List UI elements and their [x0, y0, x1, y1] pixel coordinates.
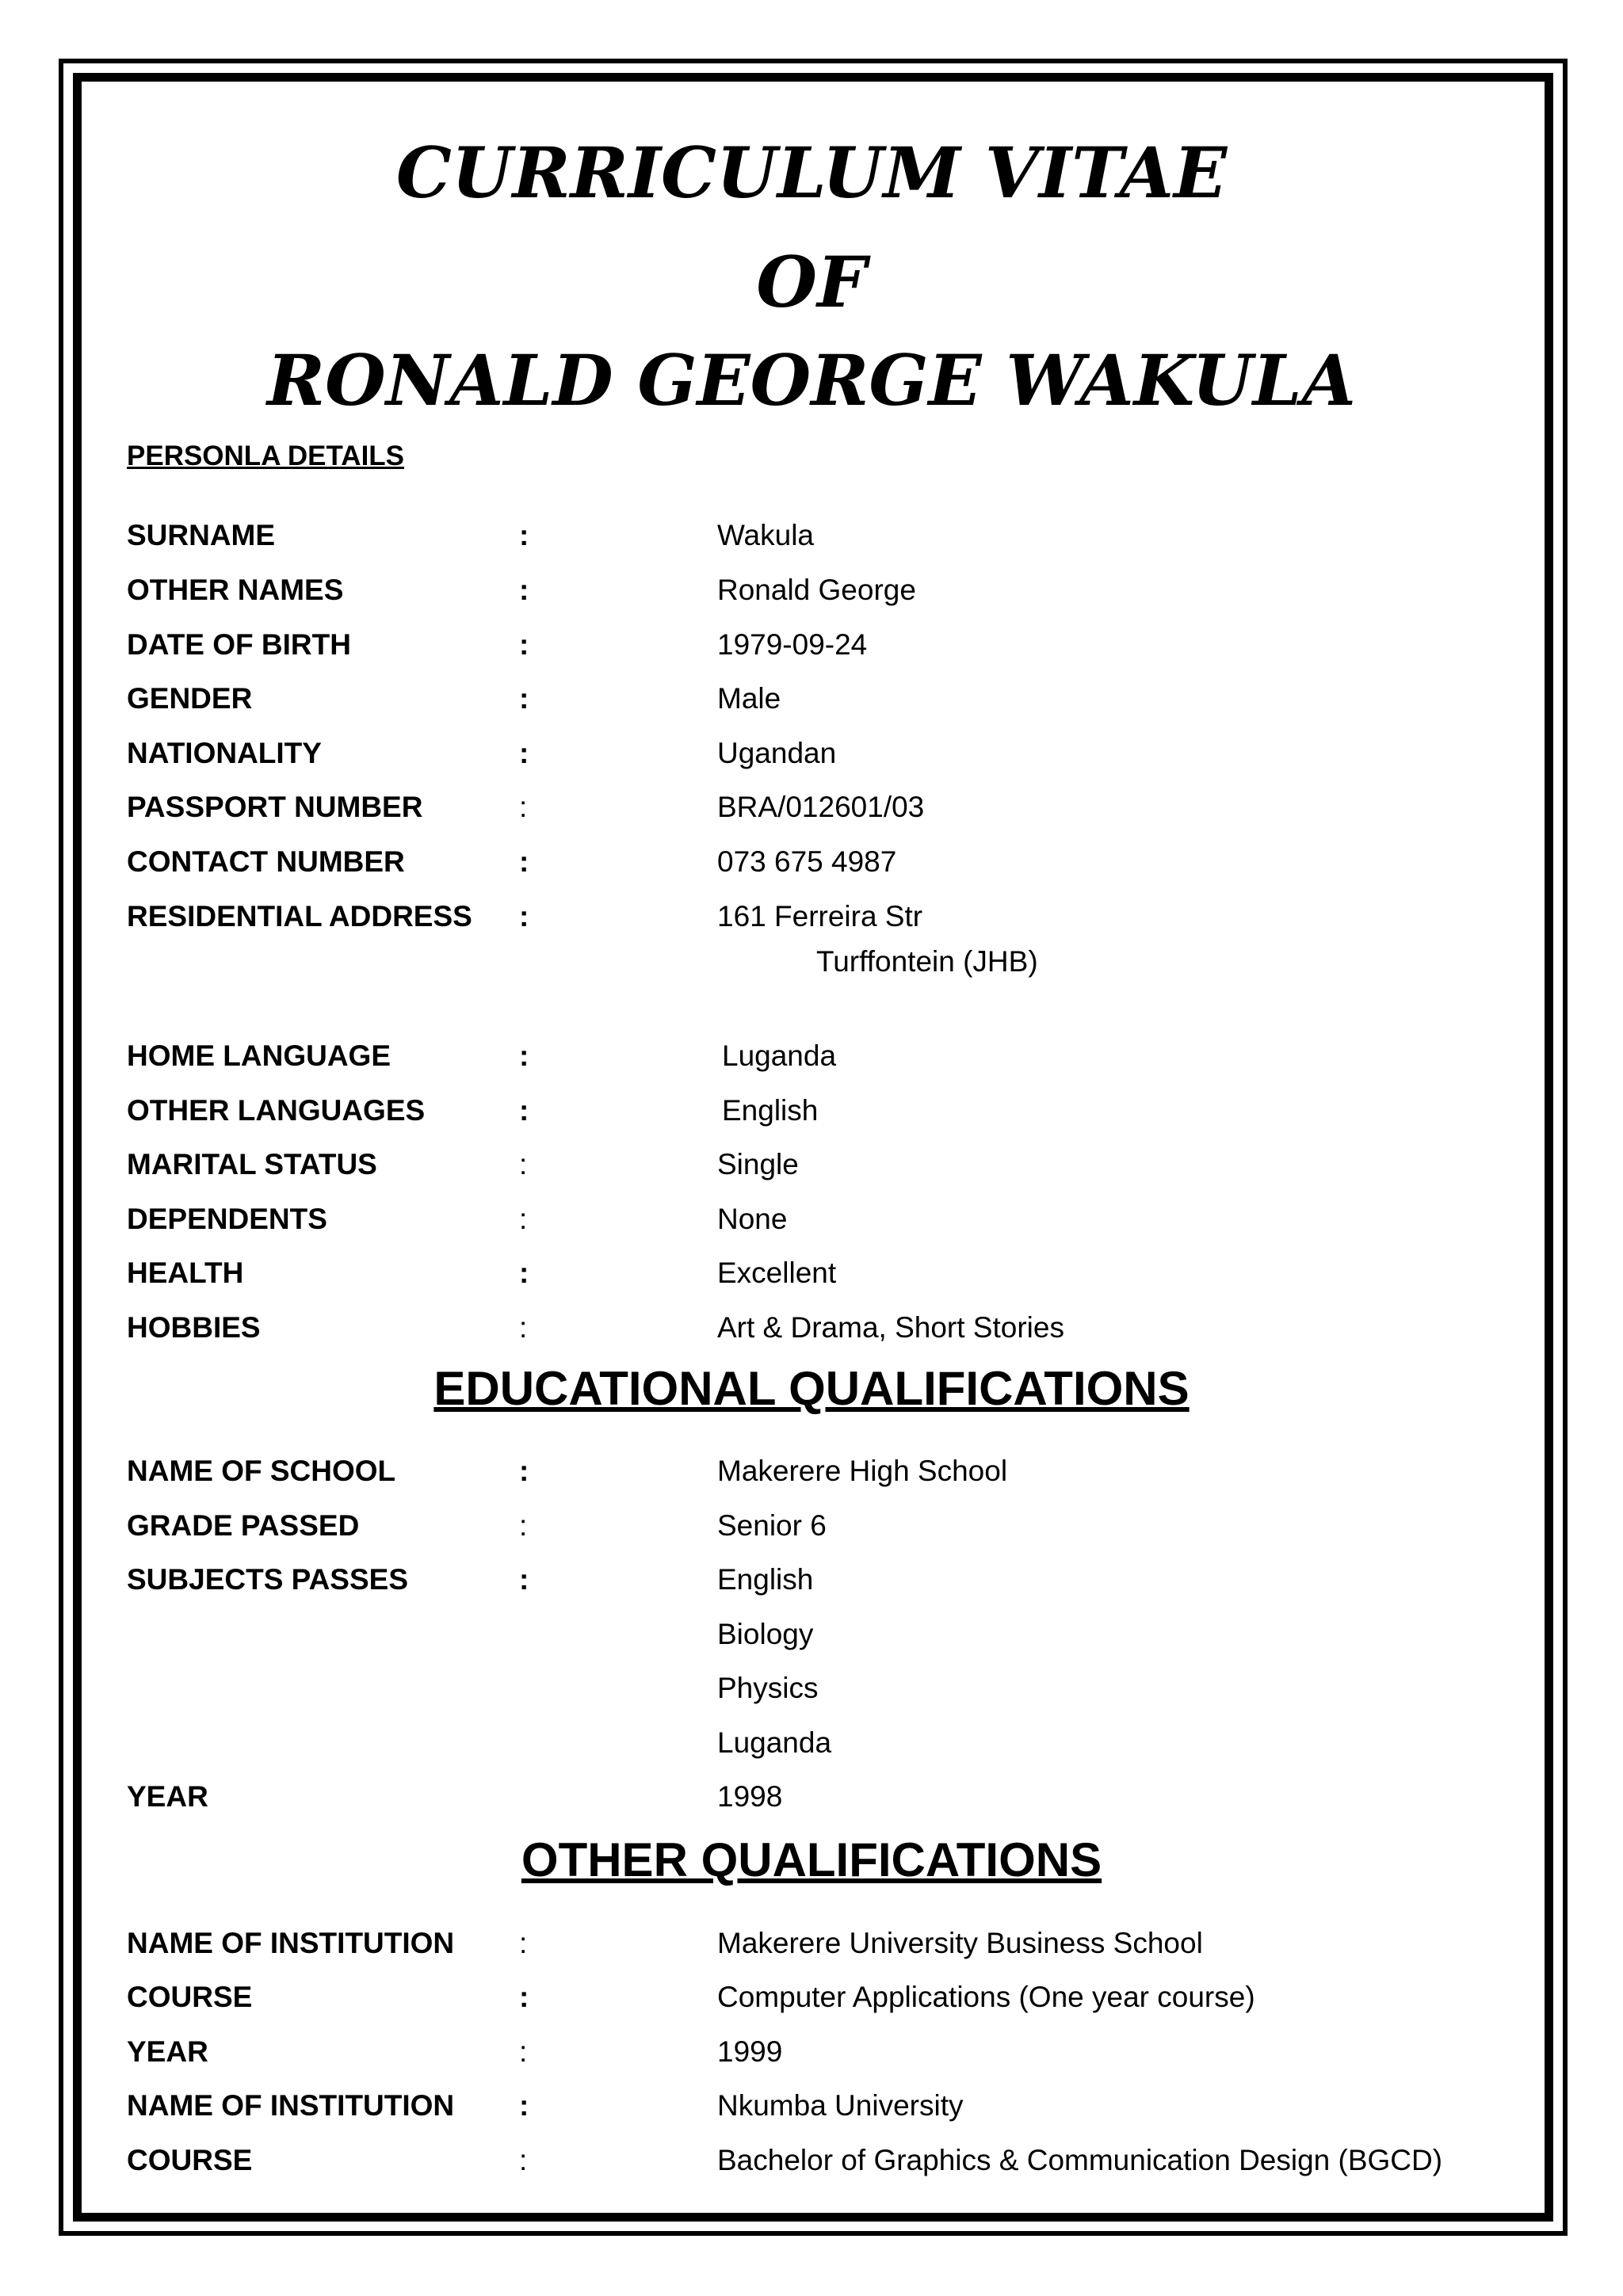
- detail-value: Senior 6: [717, 1509, 827, 1542]
- other-row-institution-1: [0, 1921, 1623, 1966]
- detail-value: Excellent: [717, 1257, 837, 1289]
- detail-label: GENDER: [127, 682, 253, 715]
- detail-label: SURNAME: [127, 519, 276, 551]
- detail-label: DEPENDENTS: [127, 1203, 327, 1235]
- detail-value: Wakula: [717, 519, 815, 551]
- detail-value: Luganda: [717, 1726, 832, 1759]
- detail-label: COURSE: [127, 2144, 253, 2176]
- detail-label: NAME OF INSTITUTION: [127, 2089, 455, 2122]
- detail-colon: :: [519, 900, 529, 933]
- detail-colon: :: [519, 2144, 528, 2176]
- detail-colon: :: [519, 845, 529, 878]
- detail-value: Bachelor of Graphics & Communication Design (BGCD): [717, 2144, 1443, 2176]
- detail-colon: :: [519, 1094, 529, 1127]
- detail-value: Turffontein (JHB): [816, 945, 1038, 978]
- detail-colon: :: [519, 1455, 529, 1487]
- detail-label: HOBBIES: [127, 1311, 261, 1344]
- detail-value: Makerere University Business School: [717, 1927, 1203, 1959]
- detail-colon: :: [519, 737, 529, 769]
- detail-label: CONTACT NUMBER: [127, 845, 405, 878]
- detail-colon: :: [519, 1927, 528, 1959]
- detail-colon: :: [519, 574, 529, 606]
- detail-value: Ugandan: [717, 737, 837, 769]
- cv-owner-name: RONALD GEORGE WAKULA: [267, 339, 1356, 421]
- detail-row-other-languages: [0, 1089, 1623, 1133]
- educational-qualifications-heading: EDUCATIONAL QUALIFICATIONS: [433, 1362, 1190, 1415]
- other-row-course-1: [0, 1975, 1623, 2019]
- detail-value: Single: [717, 1148, 799, 1180]
- education-row-school: [0, 1449, 1623, 1493]
- detail-colon: :: [519, 1257, 529, 1289]
- detail-value: Male: [717, 682, 781, 715]
- detail-colon: :: [519, 1509, 528, 1542]
- education-row-subjects: [0, 1558, 1623, 1602]
- detail-colon: :: [519, 2089, 529, 2122]
- detail-row-contact-number: [0, 840, 1623, 884]
- detail-value: Nkumba University: [717, 2089, 964, 2122]
- detail-row-home-language: [0, 1034, 1623, 1078]
- detail-row-date-of-birth: [0, 623, 1623, 667]
- other-row-institution-2: [0, 2084, 1623, 2128]
- detail-row-hobbies: [0, 1306, 1623, 1350]
- detail-value: BRA/012601/03: [717, 791, 925, 823]
- detail-value: Ronald George: [717, 574, 916, 606]
- detail-label: HEALTH: [127, 1257, 244, 1289]
- detail-row-gender: [0, 677, 1623, 721]
- detail-colon: :: [519, 1039, 529, 1072]
- detail-colon: :: [519, 682, 529, 715]
- detail-label: YEAR: [127, 2035, 208, 2068]
- detail-value: Luganda: [722, 1039, 837, 1072]
- detail-label: COURSE: [127, 1981, 253, 2013]
- detail-value: 1999: [717, 2035, 783, 2068]
- detail-row-dependents: [0, 1197, 1623, 1241]
- education-row-subject-4: [0, 1721, 1623, 1765]
- detail-value: 1998: [717, 1780, 783, 1813]
- detail-value: Makerere High School: [717, 1455, 1008, 1487]
- detail-colon: :: [519, 2035, 528, 2068]
- cv-title-of: OF: [756, 241, 867, 323]
- detail-value: None: [717, 1203, 788, 1235]
- detail-label: GRADE PASSED: [127, 1509, 360, 1542]
- education-row-subject-2: [0, 1612, 1623, 1657]
- detail-value: 1979-09-24: [717, 628, 868, 661]
- detail-colon: :: [519, 1148, 528, 1180]
- detail-label: MARITAL STATUS: [127, 1148, 377, 1180]
- detail-row-passport-number: [0, 785, 1623, 830]
- detail-label: OTHER LANGUAGES: [127, 1094, 426, 1127]
- other-row-course-2: [0, 2138, 1623, 2183]
- detail-row-surname: [0, 513, 1623, 558]
- detail-value: English: [722, 1094, 819, 1127]
- detail-label: RESIDENTIAL ADDRESS: [127, 900, 472, 933]
- detail-colon: :: [519, 1311, 528, 1344]
- detail-row-address-line-2: [0, 940, 1623, 984]
- detail-label: NATIONALITY: [127, 737, 322, 769]
- detail-label: DATE OF BIRTH: [127, 628, 351, 661]
- detail-row-nationality: [0, 731, 1623, 776]
- detail-value: English: [717, 1563, 814, 1596]
- detail-label: SUBJECTS PASSES: [127, 1563, 409, 1596]
- other-qualifications-heading: OTHER QUALIFICATIONS: [521, 1833, 1102, 1886]
- detail-row-residential-address: [0, 894, 1623, 939]
- education-row-subject-3: [0, 1666, 1623, 1711]
- detail-value: Computer Applications (One year course): [717, 1981, 1255, 2013]
- detail-value: Physics: [717, 1672, 819, 1704]
- other-row-year: [0, 2030, 1623, 2074]
- detail-label: YEAR: [127, 1780, 208, 1813]
- detail-colon: :: [519, 628, 529, 661]
- detail-colon: :: [519, 1203, 528, 1235]
- personal-details-heading: PERSONLA DETAILS: [127, 441, 405, 471]
- detail-colon: :: [519, 1981, 529, 2013]
- detail-label: HOME LANGUAGE: [127, 1039, 391, 1072]
- detail-label: PASSPORT NUMBER: [127, 791, 423, 823]
- detail-label: NAME OF SCHOOL: [127, 1455, 396, 1487]
- detail-value: Art & Drama, Short Stories: [717, 1311, 1064, 1344]
- detail-colon: :: [519, 791, 528, 823]
- detail-value: Biology: [717, 1618, 814, 1650]
- detail-value: 073 675 4987: [717, 845, 897, 878]
- education-row-year: [0, 1775, 1623, 1819]
- detail-label: NAME OF INSTITUTION: [127, 1927, 455, 1959]
- detail-label: OTHER NAMES: [127, 574, 344, 606]
- detail-value: 161 Ferreira Str: [717, 900, 923, 933]
- detail-colon: :: [519, 519, 529, 551]
- detail-row-marital-status: [0, 1142, 1623, 1187]
- detail-colon: :: [519, 1563, 529, 1596]
- detail-row-health: [0, 1251, 1623, 1295]
- education-row-grade: [0, 1504, 1623, 1548]
- detail-row-other-names: [0, 568, 1623, 612]
- cv-title: CURRICULUM VITAE: [395, 132, 1228, 214]
